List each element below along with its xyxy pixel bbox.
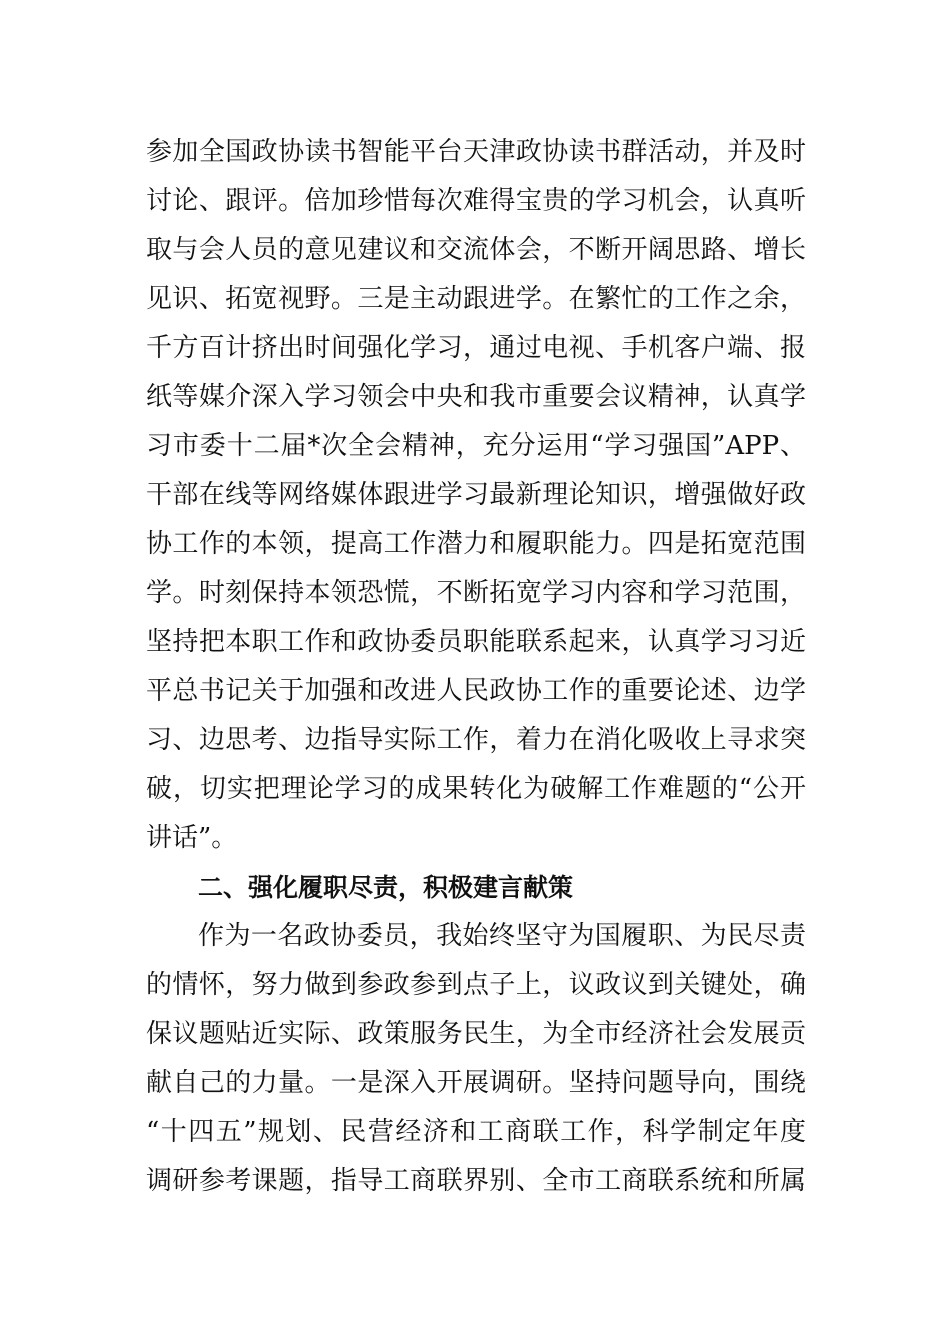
text-line: 讲话”。 [146,823,238,853]
section-heading: 二、强化履职尽责，积极建言献策 [198,873,574,902]
text-line: 协工作的本领，提高工作潜力和履职能力。四是拓宽范围 [146,529,806,559]
text-line: 习、边思考、边指导实际工作，着力在消化吸收上寻求突 [146,725,806,755]
text-line: 的情怀，努力做到参政参到点子上，议政议到关键处，确 [146,970,806,1000]
text-line: 见识、拓宽视野。三是主动跟进学。在繁忙的工作之余， [146,284,806,314]
text-line: 调研参考课题，指导工商联界别、全市工商联系统和所属 [146,1166,806,1196]
text-line: 干部在线等网络媒体跟进学习最新理论知识，增强做好政 [146,480,806,510]
text-line: 取与会人员的意见建议和交流体会，不断开阔思路、增长 [146,235,806,265]
text-line: 习市委十二届*次全会精神，充分运用“学习强国”APP、 [146,431,806,461]
text-line: 保议题贴近实际、政策服务民生，为全市经济社会发展贡 [146,1019,806,1049]
text-line: “十四五”规划、民营经济和工商联工作，科学制定年度 [146,1117,806,1147]
text-line: 纸等媒介深入学习领会中央和我市重要会议精神，认真学 [146,382,806,412]
document-body [146,128,806,1206]
text-line: 参加全国政协读书智能平台天津政协读书群活动，并及时 [146,137,806,167]
text-line: 千方百计挤出时间强化学习，通过电视、手机客户端、报 [146,333,806,363]
text-line: 破，切实把理论学习的成果转化为破解工作难题的“公开 [146,774,806,804]
paragraph-1 [146,128,806,863]
text-line: 坚持把本职工作和政协委员职能联系起来，认真学习习近 [146,627,806,657]
text-line: 学。时刻保持本领恐慌，不断拓宽学习内容和学习范围， [146,578,806,608]
paragraph-2 [146,912,806,1206]
text-line: 讨论、跟评。倍加珍惜每次难得宝贵的学习机会，认真听 [146,186,806,216]
text-line: 作为一名政协委员，我始终坚守为国履职、为民尽责 [198,921,806,951]
text-line: 平总书记关于加强和改进人民政协工作的重要论述、边学 [146,676,806,706]
text-line: 献自己的力量。一是深入开展调研。坚持问题导向，围绕 [146,1068,806,1098]
